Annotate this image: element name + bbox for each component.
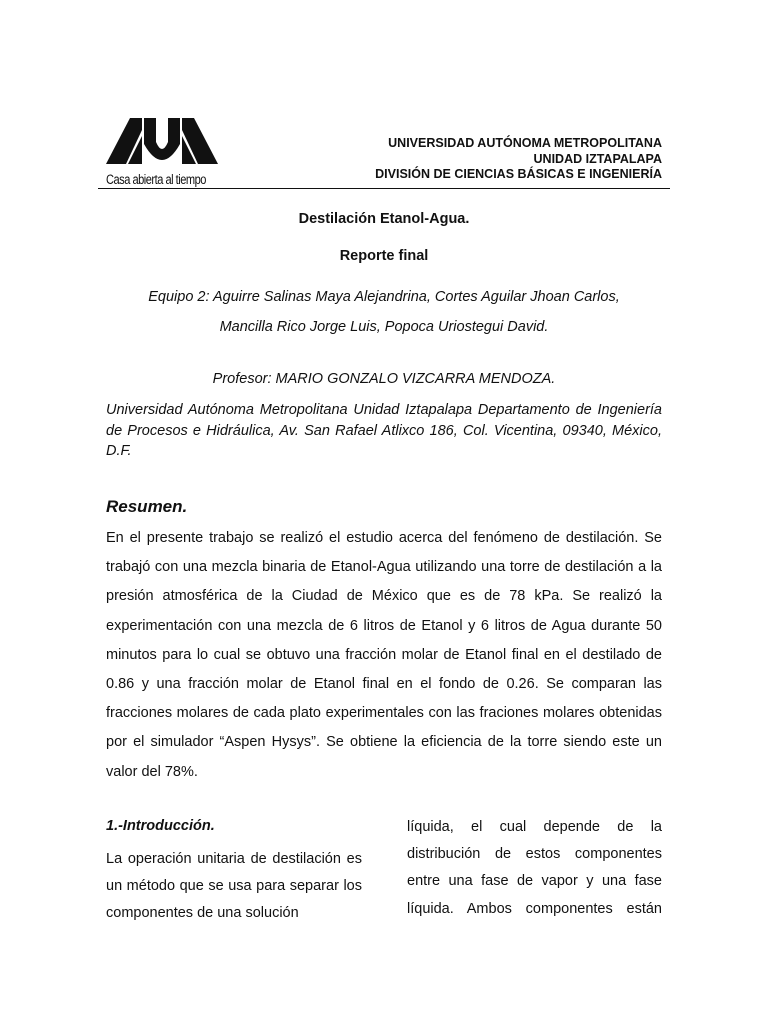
resumen-section — [106, 524, 662, 787]
document-title: Destilación Etanol-Agua. — [298, 211, 470, 227]
professor-line: Profesor: MARIO GONZALO VIZCARRA MENDOZA. — [212, 371, 556, 387]
intro-right-text — [407, 814, 662, 923]
institution-line: UNIVERSIDAD AUTÓNOMA METROPOLITANA — [388, 136, 662, 150]
institution-line: DIVISIÓN DE CIENCIAS BÁSICAS E INGENIERÍA — [375, 167, 662, 181]
intro-right-column — [407, 814, 662, 923]
authors-line: Mancilla Rico Jorge Luis, Popoca Uriostegui David. — [219, 319, 549, 335]
intro-right-line: líquida. Ambos componentes están — [407, 900, 662, 917]
header-divider — [98, 188, 670, 189]
intro-right-line: entre una fase de vapor y una fase — [407, 873, 662, 890]
institution-line: UNIDAD IZTAPALAPA — [533, 151, 662, 166]
resumen-text: En el presente trabajo se realizó el estudio acerca del fenómeno de destilación. Se trabajó con una mezcla binaria de Etanol-Agua utilizando una torre de destilación a la presión atmosférica de la Ciudad de México que es de 78 kPa. Se realizó la experimentación con una mezcla de 6 litros de Etanol y 6 litros de Agua durante 50 minutos para lo cual se obtuvo una fracción molar de Etanol final en el destilado de 0.86 y una fracción molar de Etanol final en el fondo de 0.26. Se comparan las fracciones molares de cada plato experimentales con las fraciones molares obtenidas por el simulador “Aspen Hysys”. Se obtiene la eficiencia de la torre siendo este un valor del 78%. — [106, 530, 662, 780]
document-subtitle: Reporte final — [339, 248, 429, 264]
uam-logo — [106, 116, 228, 190]
intro-right-line: líquida, el cual depende de la — [407, 819, 662, 835]
affiliation-paragraph: Universidad Autónoma Metropolitana Unidad Iztapalapa Departamento de Ingeniería de Procesos e Hidráulica, Av. San Rafael Atlixco 186, Col. Vicentina, 09340, México, D.F. — [106, 402, 662, 459]
logo-caption: Casa abierta al tiempo — [106, 172, 206, 187]
intro-heading: 1.-Introducción. — [106, 818, 215, 834]
institution-block — [375, 136, 662, 183]
uam-logo-mark-icon — [106, 116, 218, 166]
intro-left-text: La operación unitaria de destilación es un método que se usa para separar los componentes de una solución — [106, 851, 362, 922]
intro-right-line: distribución de estos componentes — [407, 846, 662, 863]
intro-left-column — [106, 818, 362, 928]
resumen-heading: Resumen. — [106, 497, 188, 516]
authors-line: Equipo 2: Aguirre Salinas Maya Alejandrina, Cortes Aguilar Jhoan Carlos, — [148, 289, 620, 305]
